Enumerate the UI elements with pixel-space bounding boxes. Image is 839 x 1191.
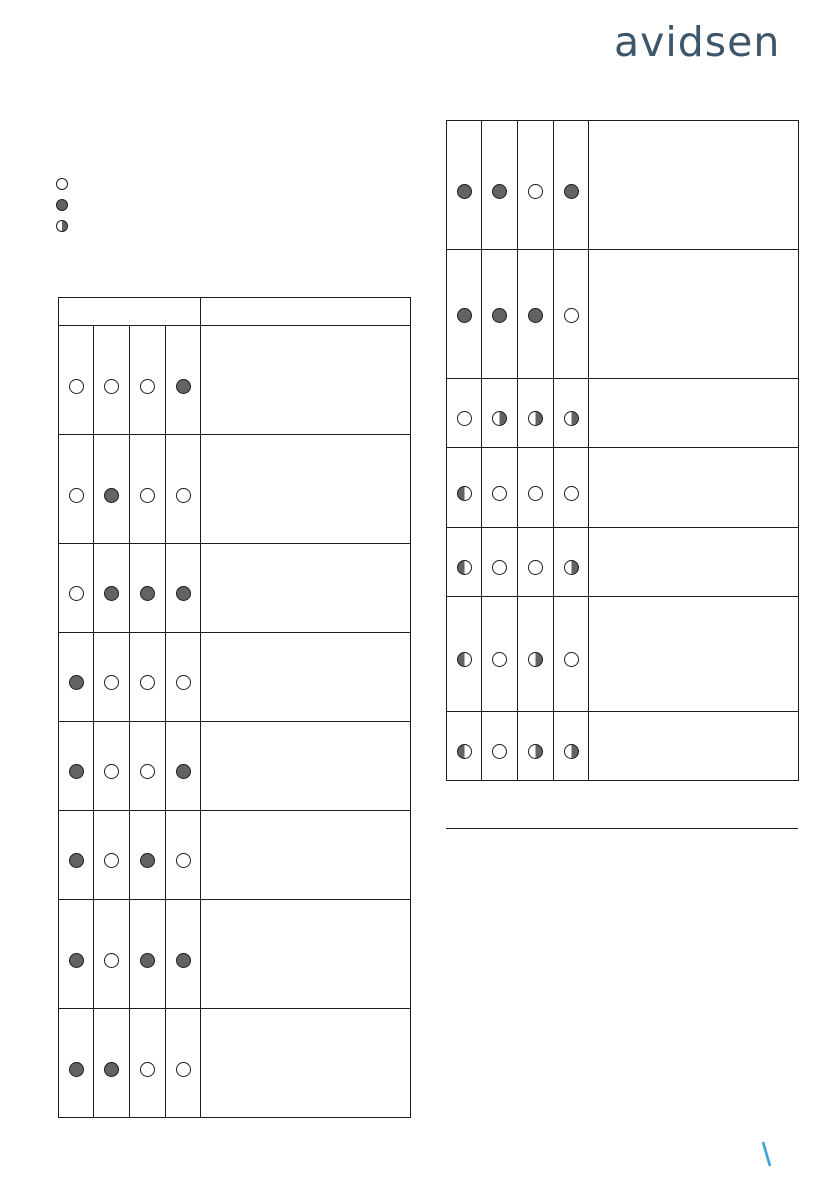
led-on-icon	[492, 308, 507, 323]
led-on-icon	[176, 379, 191, 394]
led-cell	[94, 633, 130, 722]
status-description-cell	[589, 121, 799, 250]
led-cell	[130, 900, 166, 1009]
table-row	[59, 326, 411, 435]
status-description-cell	[589, 597, 799, 712]
brand-logo-text: avidsen	[614, 18, 781, 66]
status-description-cell	[589, 448, 799, 528]
led-off-icon	[564, 308, 579, 323]
led-cell	[482, 379, 518, 448]
table-row	[447, 528, 799, 597]
led-cell	[94, 900, 130, 1009]
led-cell	[482, 121, 518, 250]
led-off-icon	[140, 488, 155, 503]
table-row	[59, 544, 411, 633]
led-cell	[130, 811, 166, 900]
status-description-cell	[589, 250, 799, 379]
led-off-icon	[176, 1062, 191, 1077]
led-cell	[482, 528, 518, 597]
led-cell	[518, 597, 554, 712]
led-on-icon	[176, 953, 191, 968]
led-on-icon	[492, 184, 507, 199]
led-on-icon	[176, 764, 191, 779]
led-off-icon	[104, 953, 119, 968]
led-cell	[130, 435, 166, 544]
led-blinking-icon	[457, 744, 472, 759]
led-status-table-left	[58, 297, 411, 1118]
led-cell	[94, 1009, 130, 1118]
led-blinking-icon	[564, 560, 579, 575]
status-description-cell	[201, 722, 411, 811]
led-cell	[518, 250, 554, 379]
led-off-icon	[140, 379, 155, 394]
led-on-icon	[528, 308, 543, 323]
led-blinking-icon	[564, 744, 579, 759]
led-cell	[554, 448, 589, 528]
led-blinking-icon	[457, 652, 472, 667]
led-cell	[94, 722, 130, 811]
led-blinking-icon	[457, 560, 472, 575]
led-off-icon	[176, 853, 191, 868]
status-description-cell	[589, 712, 799, 781]
led-off-icon	[69, 586, 84, 601]
led-cell	[130, 722, 166, 811]
led-cell	[94, 544, 130, 633]
led-cell	[59, 544, 94, 633]
status-description-cell	[201, 633, 411, 722]
table-row	[447, 250, 799, 379]
status-description-cell	[201, 544, 411, 633]
led-cell	[94, 811, 130, 900]
led-on-icon	[104, 586, 119, 601]
led-cell	[554, 250, 589, 379]
table-row	[447, 379, 799, 448]
led-cell	[94, 435, 130, 544]
led-cell	[94, 326, 130, 435]
led-off-icon	[492, 486, 507, 501]
led-on-icon	[564, 184, 579, 199]
led-on-icon	[176, 586, 191, 601]
led-cell	[554, 379, 589, 448]
led-cell	[482, 250, 518, 379]
led-off-icon	[492, 652, 507, 667]
table-row	[59, 1009, 411, 1118]
led-off-icon	[492, 744, 507, 759]
led-off-icon	[564, 652, 579, 667]
led-off-icon	[176, 675, 191, 690]
led-off-icon	[457, 411, 472, 426]
led-cell	[59, 633, 94, 722]
led-cell	[554, 528, 589, 597]
led-off-icon	[528, 560, 543, 575]
header-led-columns	[59, 298, 201, 326]
led-cell	[554, 712, 589, 781]
led-on-icon	[140, 586, 155, 601]
led-cell	[518, 528, 554, 597]
led-blinking-icon	[457, 486, 472, 501]
led-blinking-icon	[528, 411, 543, 426]
led-on-icon	[69, 853, 84, 868]
led-cell	[518, 121, 554, 250]
page-marker-icon	[760, 1141, 774, 1167]
led-off-icon	[140, 764, 155, 779]
led-cell	[59, 326, 94, 435]
led-cell	[166, 1009, 201, 1118]
led-on-icon	[104, 488, 119, 503]
status-description-cell	[201, 435, 411, 544]
led-off-icon	[528, 184, 543, 199]
led-on-icon	[104, 1062, 119, 1077]
led-cell	[59, 722, 94, 811]
status-description-cell	[201, 1009, 411, 1118]
led-cell	[518, 379, 554, 448]
led-off-icon	[140, 675, 155, 690]
table-header-row	[59, 298, 411, 326]
table-row	[447, 448, 799, 528]
legend-row-blinking	[56, 215, 256, 236]
led-cell	[482, 712, 518, 781]
led-cell	[554, 121, 589, 250]
led-cell	[166, 811, 201, 900]
led-on-icon	[69, 764, 84, 779]
led-cell	[166, 326, 201, 435]
table-row	[447, 121, 799, 250]
led-cell	[518, 712, 554, 781]
led-cell	[447, 121, 482, 250]
led-cell	[447, 379, 482, 448]
led-off-icon	[564, 486, 579, 501]
led-off-icon	[492, 560, 507, 575]
led-off-icon	[528, 486, 543, 501]
table-row	[59, 722, 411, 811]
table-row	[59, 633, 411, 722]
brand-logo	[614, 20, 804, 64]
led-cell	[59, 1009, 94, 1118]
led-off-icon	[56, 178, 68, 190]
led-on-icon	[69, 953, 84, 968]
table-row	[59, 811, 411, 900]
led-cell	[130, 1009, 166, 1118]
led-on-icon	[56, 199, 68, 211]
led-status-table-right	[446, 120, 799, 781]
led-cell	[166, 544, 201, 633]
led-blinking-icon	[528, 744, 543, 759]
divider-rule	[446, 828, 798, 829]
led-off-icon	[69, 488, 84, 503]
led-cell	[166, 435, 201, 544]
led-cell	[482, 597, 518, 712]
led-cell	[59, 811, 94, 900]
led-cell	[59, 435, 94, 544]
led-off-icon	[104, 379, 119, 394]
legend-row-on	[56, 194, 256, 215]
led-cell	[447, 250, 482, 379]
table-row	[59, 435, 411, 544]
led-on-icon	[140, 953, 155, 968]
led-off-icon	[176, 488, 191, 503]
status-description-cell	[201, 326, 411, 435]
led-off-icon	[140, 1062, 155, 1077]
led-cell	[166, 633, 201, 722]
legend-row-off	[56, 173, 256, 194]
led-off-icon	[104, 764, 119, 779]
status-description-cell	[589, 528, 799, 597]
led-cell	[447, 712, 482, 781]
led-on-icon	[69, 1062, 84, 1077]
status-description-cell	[201, 811, 411, 900]
led-cell	[166, 722, 201, 811]
header-description	[201, 298, 411, 326]
led-cell	[447, 448, 482, 528]
led-off-icon	[69, 379, 84, 394]
led-on-icon	[457, 184, 472, 199]
status-description-cell	[589, 379, 799, 448]
led-cell	[554, 597, 589, 712]
led-blinking-icon	[56, 220, 68, 232]
table-row	[447, 712, 799, 781]
led-cell	[130, 633, 166, 722]
led-cell	[447, 597, 482, 712]
led-cell	[59, 900, 94, 1009]
led-cell	[166, 900, 201, 1009]
led-cell	[130, 544, 166, 633]
table-row	[59, 900, 411, 1009]
led-blinking-icon	[564, 411, 579, 426]
led-blinking-icon	[492, 411, 507, 426]
led-on-icon	[457, 308, 472, 323]
led-on-icon	[69, 675, 84, 690]
table-row	[447, 597, 799, 712]
led-blinking-icon	[528, 652, 543, 667]
led-cell	[130, 326, 166, 435]
led-cell	[447, 528, 482, 597]
led-on-icon	[140, 853, 155, 868]
led-legend	[56, 173, 256, 236]
led-off-icon	[104, 675, 119, 690]
led-cell	[518, 448, 554, 528]
status-description-cell	[201, 900, 411, 1009]
led-off-icon	[104, 853, 119, 868]
led-cell	[482, 448, 518, 528]
